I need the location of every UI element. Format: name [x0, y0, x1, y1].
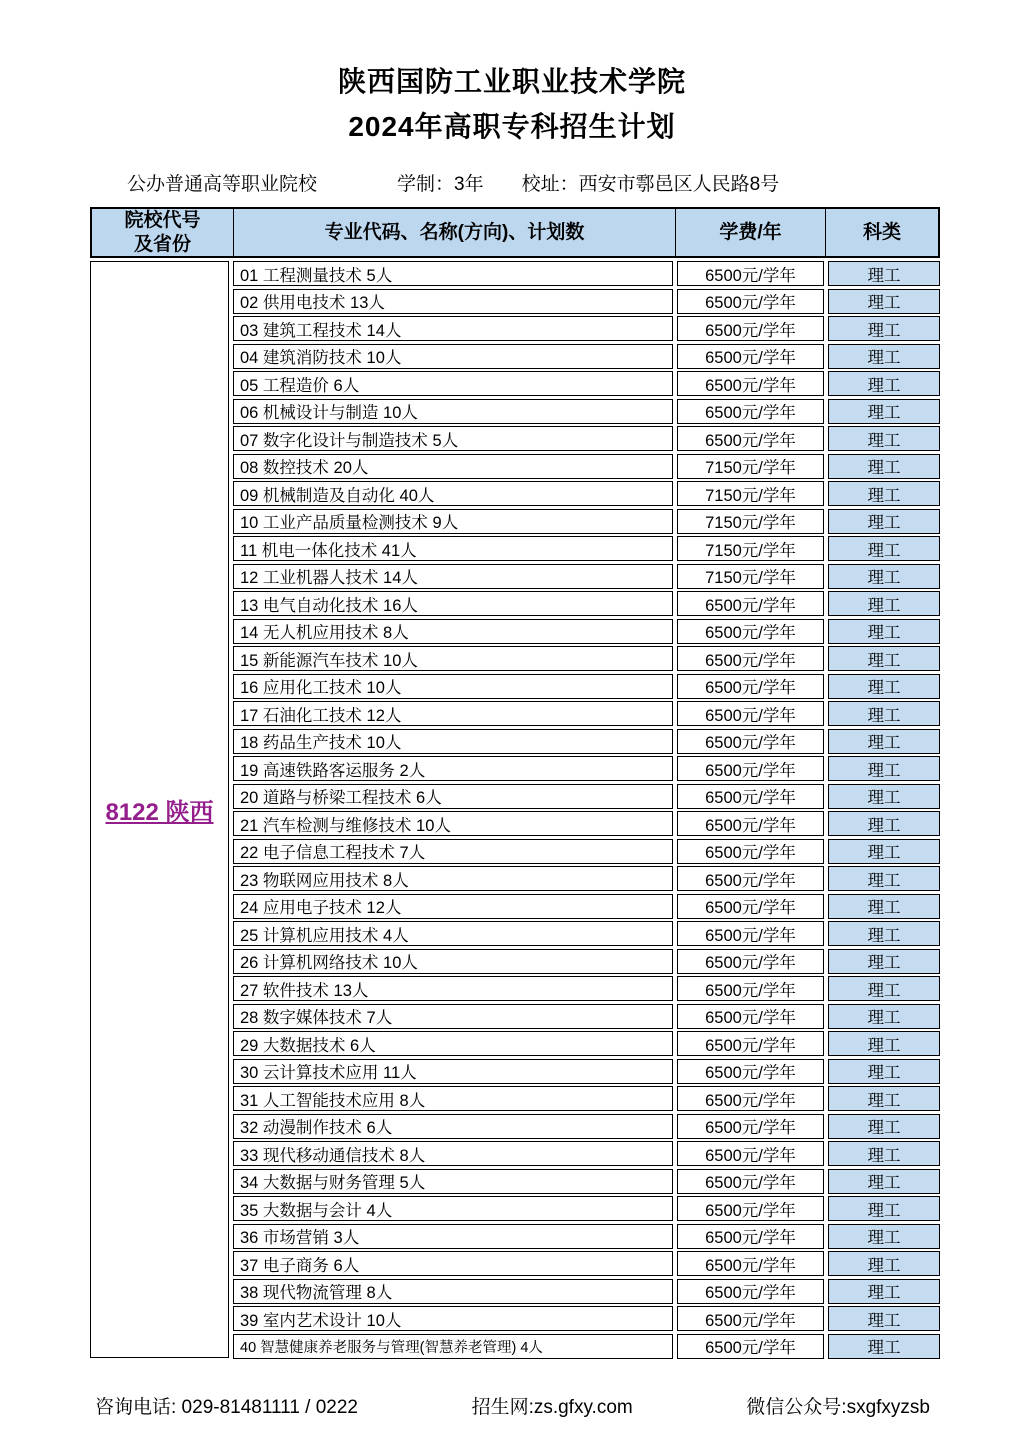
footer-wechat: 微信公众号:sxgfxyzsb: [746, 1397, 930, 1418]
major-cell: 35 大数据与会计 4人: [233, 1196, 673, 1221]
major-cell: 31 人工智能技术应用 8人: [233, 1086, 673, 1111]
table-row: [233, 371, 940, 396]
college-code-value: 8122 陕西: [105, 799, 214, 826]
major-cell: 16 应用化工技术 10人: [233, 674, 673, 699]
fee-cell: 6500元/学年: [677, 1224, 824, 1249]
category-cell: 理工: [828, 839, 940, 864]
fee-cell: 6500元/学年: [677, 701, 824, 726]
table-row: [233, 1279, 940, 1304]
table-body: [90, 261, 940, 1358]
major-cell: 30 云计算技术应用 11人: [233, 1059, 673, 1084]
table-row: [233, 289, 940, 314]
major-cell: 23 物联网应用技术 8人: [233, 866, 673, 891]
category-cell: 理工: [828, 646, 940, 671]
table-row: [233, 1141, 940, 1166]
page-title: 陕西国防工业职业技术学院: [337, 66, 686, 97]
fee-cell: 6500元/学年: [677, 261, 824, 286]
category-cell: 理工: [828, 811, 940, 836]
major-cell: 38 现代物流管理 8人: [233, 1279, 673, 1304]
table-row: [233, 536, 940, 561]
table-row: [233, 976, 940, 1001]
major-cell: 03 建筑工程技术 14人: [233, 316, 673, 341]
fee-cell: 6500元/学年: [677, 839, 824, 864]
major-cell: 02 供用电技术 13人: [233, 289, 673, 314]
category-cell: 理工: [828, 1004, 940, 1029]
fee-cell: 6500元/学年: [677, 1196, 824, 1221]
major-cell: 07 数字化设计与制造技术 5人: [233, 426, 673, 451]
fee-cell: 6500元/学年: [677, 1251, 824, 1276]
table-row: [233, 949, 940, 974]
college-code-cell: [90, 261, 229, 1358]
major-cell: 11 机电一体化技术 41人: [233, 536, 673, 561]
category-cell: 理工: [828, 454, 940, 479]
fee-cell: 6500元/学年: [677, 399, 824, 424]
fee-cell: 6500元/学年: [677, 729, 824, 754]
header-college-code-line2: 及省份: [133, 233, 191, 255]
fee-cell: 7150元/学年: [677, 536, 824, 561]
major-cell: 32 动漫制作技术 6人: [233, 1114, 673, 1139]
fee-cell: 6500元/学年: [677, 1306, 824, 1331]
category-cell: 理工: [828, 289, 940, 314]
category-cell: 理工: [828, 674, 940, 699]
category-cell: 理工: [828, 261, 940, 286]
fee-cell: 6500元/学年: [677, 1114, 824, 1139]
table-row: [233, 1004, 940, 1029]
fee-cell: 6500元/学年: [677, 371, 824, 396]
school-address: 校址：西安市鄠邑区人民路8号: [521, 174, 780, 195]
fee-cell: 6500元/学年: [677, 976, 824, 1001]
category-cell: 理工: [828, 1086, 940, 1111]
category-cell: 理工: [828, 701, 940, 726]
table-row: [233, 784, 940, 809]
footer-phone: 咨询电话: 029-81481111 / 0222: [95, 1397, 358, 1418]
fee-cell: 6500元/学年: [677, 591, 824, 616]
fee-cell: 7150元/学年: [677, 481, 824, 506]
category-cell: 理工: [828, 344, 940, 369]
category-cell: 理工: [828, 399, 940, 424]
category-cell: 理工: [828, 976, 940, 1001]
category-cell: 理工: [828, 564, 940, 589]
study-duration: 学制：3年: [397, 174, 484, 195]
category-cell: 理工: [828, 1279, 940, 1304]
category-cell: 理工: [828, 536, 940, 561]
enrollment-table: [90, 207, 940, 1358]
table-row: [233, 1224, 940, 1249]
table-row: [233, 316, 940, 341]
table-row: [233, 261, 940, 286]
fee-cell: 6500元/学年: [677, 1279, 824, 1304]
major-cell: 22 电子信息工程技术 7人: [233, 839, 673, 864]
header-fee: 学费/年: [675, 209, 825, 256]
fee-cell: 6500元/学年: [677, 811, 824, 836]
fee-cell: 6500元/学年: [677, 894, 824, 919]
table-row: [233, 564, 940, 589]
table-row: [233, 399, 940, 424]
major-cell: 36 市场营销 3人: [233, 1224, 673, 1249]
fee-cell: 6500元/学年: [677, 1031, 824, 1056]
fee-cell: 6500元/学年: [677, 316, 824, 341]
table-row: [233, 1031, 940, 1056]
table-row: [233, 1251, 940, 1276]
category-cell: 理工: [828, 1334, 940, 1359]
table-row: [233, 701, 940, 726]
fee-cell: 6500元/学年: [677, 1004, 824, 1029]
header-category: 科类: [825, 209, 938, 256]
footer-website: 招生网:zs.gfxy.com: [471, 1397, 633, 1418]
major-rows: [233, 261, 940, 1358]
major-cell: 33 现代移动通信技术 8人: [233, 1141, 673, 1166]
fee-cell: 6500元/学年: [677, 1141, 824, 1166]
header-college-code-line1: 院校代号: [124, 209, 201, 231]
major-cell: 09 机械制造及自动化 40人: [233, 481, 673, 506]
table-row: [233, 1114, 940, 1139]
table-row: [233, 481, 940, 506]
fee-cell: 6500元/学年: [677, 289, 824, 314]
major-cell: 19 高速铁路客运服务 2人: [233, 756, 673, 781]
category-cell: 理工: [828, 426, 940, 451]
major-cell: 34 大数据与财务管理 5人: [233, 1169, 673, 1194]
category-cell: 理工: [828, 921, 940, 946]
category-cell: 理工: [828, 1224, 940, 1249]
fee-cell: 6500元/学年: [677, 1059, 824, 1084]
major-cell: 10 工业产品质量检测技术 9人: [233, 509, 673, 534]
category-cell: 理工: [828, 1196, 940, 1221]
school-type: 公办普通高等职业院校: [127, 174, 318, 195]
major-cell: 21 汽车检测与维修技术 10人: [233, 811, 673, 836]
table-row: [233, 509, 940, 534]
category-cell: 理工: [828, 866, 940, 891]
fee-cell: 7150元/学年: [677, 454, 824, 479]
major-cell: 26 计算机网络技术 10人: [233, 949, 673, 974]
major-cell: 25 计算机应用技术 4人: [233, 921, 673, 946]
category-cell: 理工: [828, 509, 940, 534]
category-cell: 理工: [828, 894, 940, 919]
fee-cell: 7150元/学年: [677, 509, 824, 534]
major-cell: 40 智慧健康养老服务与管理(智慧养老管理) 4人: [233, 1334, 673, 1359]
fee-cell: 6500元/学年: [677, 1334, 824, 1359]
major-cell: 05 工程造价 6人: [233, 371, 673, 396]
table-row: [233, 1086, 940, 1111]
fee-cell: 6500元/学年: [677, 949, 824, 974]
category-cell: 理工: [828, 1059, 940, 1084]
major-cell: 04 建筑消防技术 10人: [233, 344, 673, 369]
fee-cell: 6500元/学年: [677, 674, 824, 699]
category-cell: 理工: [828, 1141, 940, 1166]
table-row: [233, 454, 940, 479]
category-cell: 理工: [828, 729, 940, 754]
major-cell: 01 工程测量技术 5人: [233, 261, 673, 286]
table-row: [233, 1059, 940, 1084]
category-cell: 理工: [828, 1114, 940, 1139]
table-row: [233, 1169, 940, 1194]
fee-cell: 6500元/学年: [677, 619, 824, 644]
table-row: [233, 646, 940, 671]
category-cell: 理工: [828, 481, 940, 506]
major-cell: 28 数字媒体技术 7人: [233, 1004, 673, 1029]
table-row: [233, 729, 940, 754]
category-cell: 理工: [828, 316, 940, 341]
fee-cell: 6500元/学年: [677, 784, 824, 809]
table-row: [233, 344, 940, 369]
table-row: [233, 1196, 940, 1221]
major-cell: 20 道路与桥梁工程技术 6人: [233, 784, 673, 809]
category-cell: 理工: [828, 1031, 940, 1056]
table-row: [233, 866, 940, 891]
table-row: [233, 811, 940, 836]
major-cell: 13 电气自动化技术 16人: [233, 591, 673, 616]
fee-cell: 6500元/学年: [677, 866, 824, 891]
table-row: [233, 1334, 940, 1359]
table-row: [233, 921, 940, 946]
table-row: [233, 756, 940, 781]
major-cell: 18 药品生产技术 10人: [233, 729, 673, 754]
header-major: 专业代码、名称(方向)、计划数: [233, 209, 675, 256]
category-cell: 理工: [828, 591, 940, 616]
table-row: [233, 591, 940, 616]
major-cell: 08 数控技术 20人: [233, 454, 673, 479]
major-cell: 06 机械设计与制造 10人: [233, 399, 673, 424]
fee-cell: 6500元/学年: [677, 344, 824, 369]
table-row: [233, 674, 940, 699]
table-row: [233, 619, 940, 644]
major-cell: 15 新能源汽车技术 10人: [233, 646, 673, 671]
table-row: [233, 1306, 940, 1331]
fee-cell: 6500元/学年: [677, 646, 824, 671]
fee-cell: 6500元/学年: [677, 1169, 824, 1194]
category-cell: 理工: [828, 619, 940, 644]
category-cell: 理工: [828, 1251, 940, 1276]
category-cell: 理工: [828, 784, 940, 809]
table-row: [233, 894, 940, 919]
major-cell: 12 工业机器人技术 14人: [233, 564, 673, 589]
fee-cell: 6500元/学年: [677, 1086, 824, 1111]
major-cell: 27 软件技术 13人: [233, 976, 673, 1001]
page-subtitle: 2024年高职专科招生计划: [348, 111, 676, 142]
footer-contact-line: [0, 1392, 1024, 1419]
major-cell: 39 室内艺术设计 10人: [233, 1306, 673, 1331]
table-header-row: [90, 207, 940, 258]
category-cell: 理工: [828, 756, 940, 781]
table-row: [233, 426, 940, 451]
table-row: [233, 839, 940, 864]
major-cell: 24 应用电子技术 12人: [233, 894, 673, 919]
fee-cell: 6500元/学年: [677, 921, 824, 946]
fee-cell: 7150元/学年: [677, 564, 824, 589]
major-cell: 17 石油化工技术 12人: [233, 701, 673, 726]
major-cell: 29 大数据技术 6人: [233, 1031, 673, 1056]
fee-cell: 6500元/学年: [677, 426, 824, 451]
header-college-code: [92, 209, 233, 256]
school-info-line: [127, 169, 779, 196]
category-cell: 理工: [828, 949, 940, 974]
category-cell: 理工: [828, 371, 940, 396]
major-cell: 14 无人机应用技术 8人: [233, 619, 673, 644]
fee-cell: 6500元/学年: [677, 756, 824, 781]
category-cell: 理工: [828, 1306, 940, 1331]
category-cell: 理工: [828, 1169, 940, 1194]
major-cell: 37 电子商务 6人: [233, 1251, 673, 1276]
